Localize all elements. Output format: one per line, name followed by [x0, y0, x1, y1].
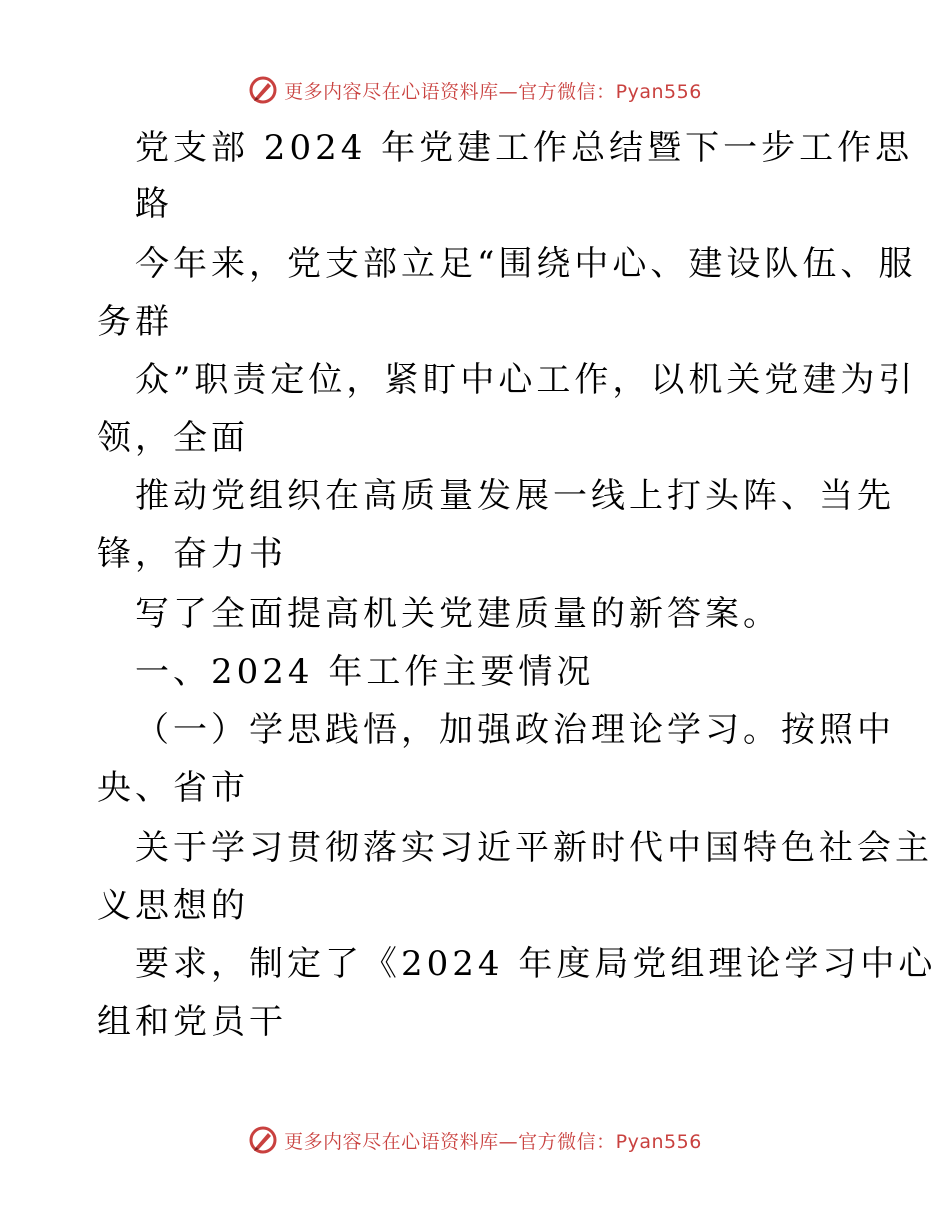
text-line: 推动党组织在高质量发展一线上打头阵、当先	[135, 476, 895, 516]
text-line: 央、省市	[97, 768, 249, 808]
text-line: （一）学思践悟，加强政治理论学习。按照中	[135, 710, 895, 750]
pen-circle-logo-icon	[248, 1125, 278, 1155]
text-line: 义思想的	[97, 886, 249, 926]
text-line: 组和党员干	[97, 1002, 287, 1042]
text-line: 要求，制定了《2024 年度局党组理论学习中心	[135, 944, 937, 984]
text-line: 众”职责定位，紧盯中心工作，以机关党建为引	[135, 360, 917, 400]
text-line: 写了全面提高机关党建质量的新答案。	[135, 594, 781, 634]
header-watermark-text: 更多内容尽在心语资料库—官方微信：Pyan556	[284, 80, 702, 103]
text-line: 务群	[97, 302, 173, 342]
header-watermark	[0, 70, 950, 110]
text-line: 今年来，党支部立足“围绕中心、建设队伍、服	[135, 244, 917, 284]
text-line: 关于学习贯彻落实习近平新时代中国特色社会主	[135, 828, 933, 868]
text-line: 领，全面	[97, 418, 249, 458]
pen-circle-logo-icon	[248, 75, 278, 105]
text-line: 锋，奋力书	[97, 534, 287, 574]
section-heading: 一、2024 年工作主要情况	[135, 652, 595, 692]
text-line: 路	[135, 184, 173, 224]
footer-watermark-text: 更多内容尽在心语资料库—官方微信：Pyan556	[284, 1130, 702, 1153]
footer-watermark	[0, 1120, 950, 1160]
text-line: 党支部 2024 年党建工作总结暨下一步工作思	[135, 128, 914, 168]
